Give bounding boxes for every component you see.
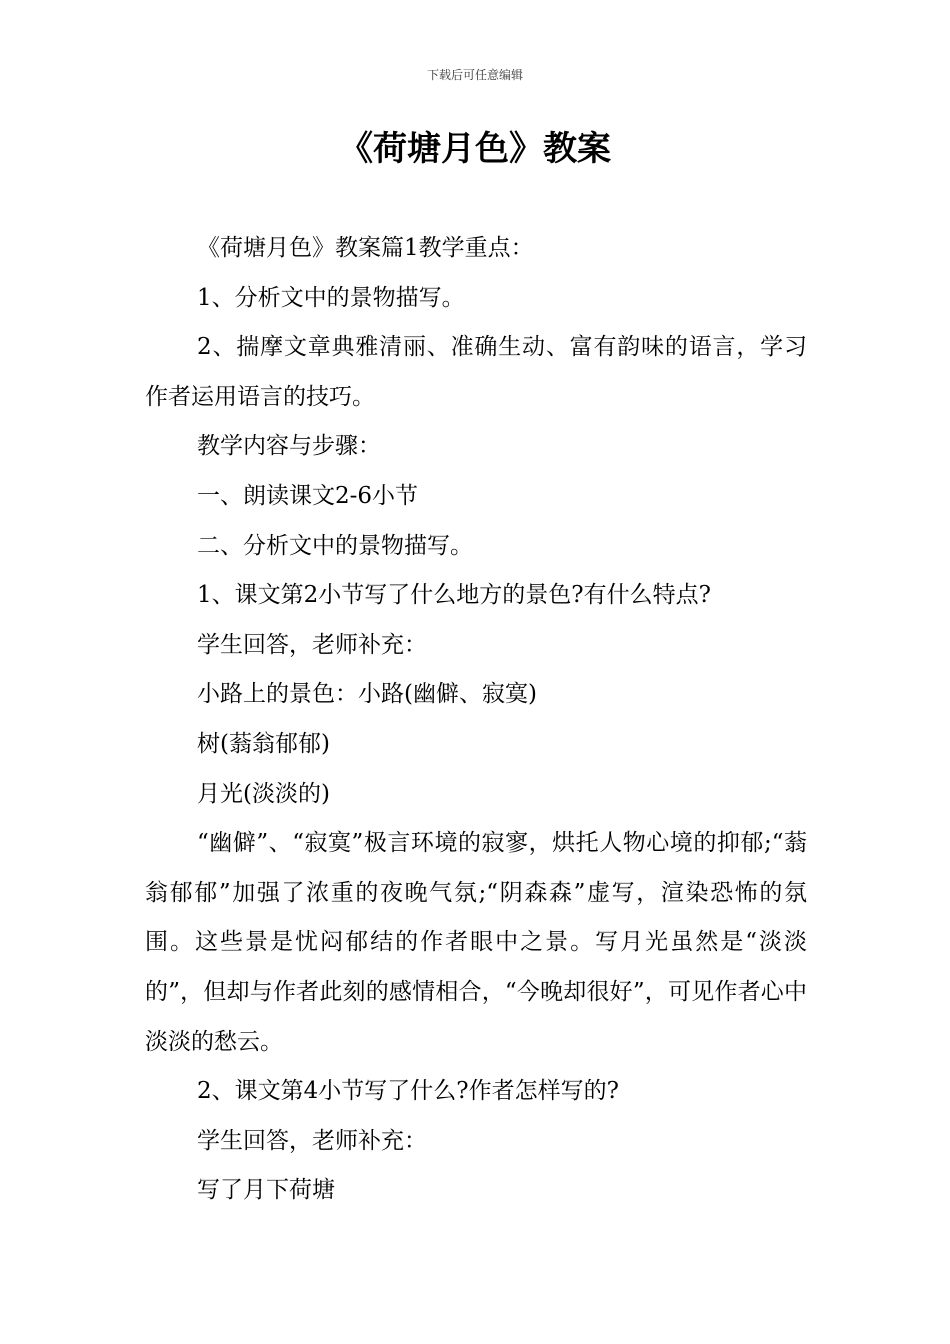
document-title: 《荷塘月色》教案 (339, 129, 611, 169)
paragraph-focus-1: 1、分析文中的景物描写。 (197, 284, 465, 311)
paragraph-trees: 树(蓊翁郁郁) (197, 730, 330, 757)
paragraph-analysis: “幽僻”、“寂寞”极言环境的寂寥，烘托人物心境的抑郁;“蓊翁郁郁”加强了浓重的夜晚气氛;“阴森森”虚写，渲染恐怖的氛围。这些景是忧闷郁结的作者眼中之景。写月光虽然是“淡淡的”，但却与作者此刻的感情相合，“今晚却很好”，可见作者心中淡淡的愁云。 (145, 830, 807, 1055)
paragraph-moonlight: 月光(淡淡的) (197, 780, 330, 807)
paragraph-path-scenery: 小路上的景色：小路(幽僻、寂寞) (197, 681, 537, 708)
paragraph-lotus-pond: 写了月下荷塘 (197, 1177, 335, 1204)
paragraph-question-2: 2、课文第4小节写了什么?作者怎样写的? (197, 1078, 619, 1105)
paragraph-answer-intro-2: 学生回答，老师补充： (197, 1127, 427, 1154)
document-body (145, 224, 807, 1216)
paragraph-step-1: 一、朗读课文2-6小节 (197, 482, 419, 509)
paragraph-teaching-focus: 《荷塘月色》教案篇1教学重点： (197, 235, 534, 261)
paragraph-answer-intro-1: 学生回答，老师补充： (197, 631, 427, 658)
paragraph-content-steps: 教学内容与步骤： (197, 433, 381, 460)
paragraph-question-1: 1、课文第2小节写了什么地方的景色?有什么特点? (197, 582, 711, 609)
header-note: 下载后可任意编辑 (426, 68, 523, 82)
paragraph-step-2: 二、分析文中的景物描写。 (197, 532, 473, 559)
paragraph-focus-2: 2、揣摩文章典雅清丽、准确生动、富有韵味的语言，学习作者运用语言的技巧。 (145, 334, 807, 410)
